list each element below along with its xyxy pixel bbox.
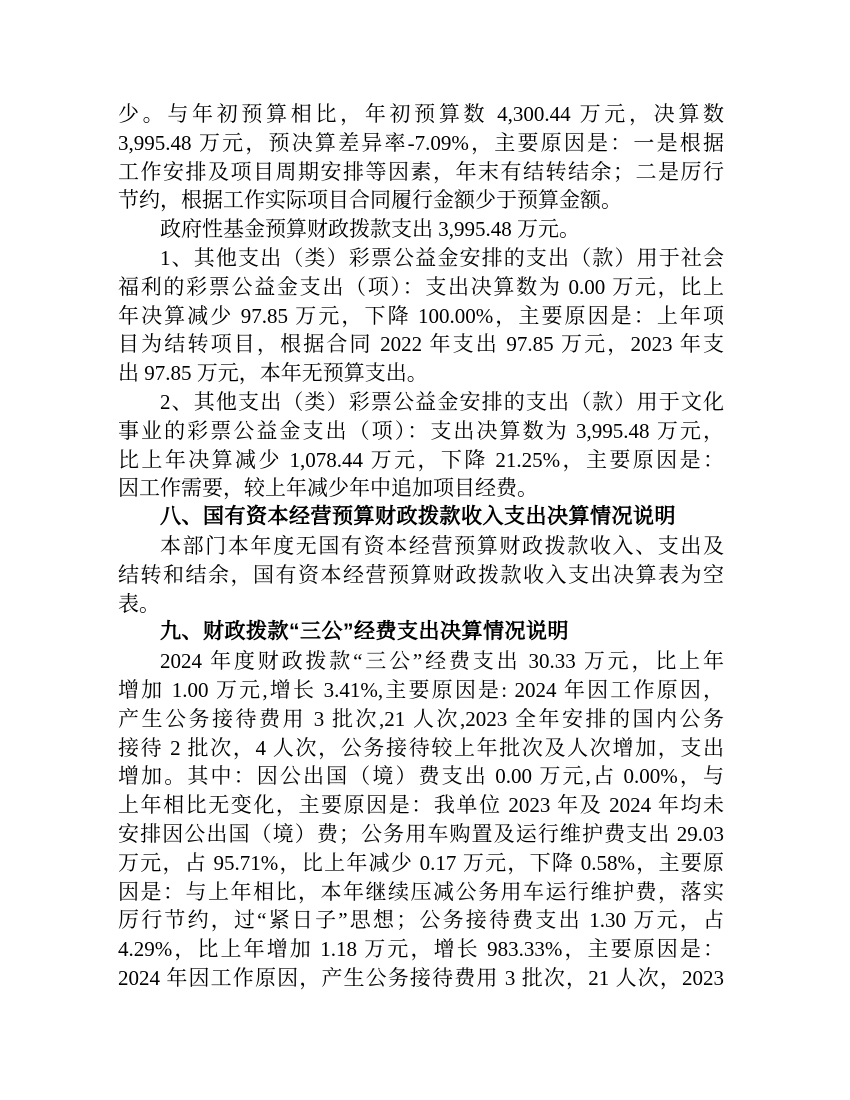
text-line: 3,995.48 万元，预决算差异率-7.09%，主要原因是：一是根据 (118, 130, 724, 155)
text-line: 安排因公出国（境）费；公务用车购置及运行维护费支出 29.03 (118, 821, 724, 846)
text-line: 少。与年初预算相比，年初预算数 4,300.44 万元，决算数 (118, 102, 724, 126)
text-line: 因工作需要，较上年减少年中追加项目经费。 (118, 476, 538, 501)
text-line: 年决算减少 97.85 万元，下降 100.00%，主要原因是：上年项 (118, 303, 724, 328)
text-line: 因是：与上年相比，本年继续压减公务用车运行维护费，落实 (118, 879, 724, 904)
text-line: 表。 (118, 591, 160, 616)
text-line: 增加。其中：因公出国（境）费支出 0.00 万元,占 0.00%，与 (118, 764, 724, 789)
text-line: 接待 2 批次，4 人次，公务接待较上年批次及人次增加，支出 (118, 735, 724, 760)
text-line: 出 97.85 万元，本年无预算支出。 (118, 361, 428, 386)
text-line: 产生公务接待费用 3 批次,21 人次,2023 全年安排的国内公务 (118, 706, 724, 731)
text-line: 厉行节约，过“紧日子”思想；公务接待费支出 1.30 万元，占 (118, 908, 724, 933)
text-line: 2024 年因工作原因，产生公务接待费用 3 批次，21 人次，2023 (118, 965, 724, 990)
section-heading: 八、国有资本经营预算财政拨款收入支出决算情况说明 (160, 505, 676, 529)
document-text-block (118, 100, 724, 993)
text-line: 工作安排及项目周期安排等因素，年末有结转结余；二是厉行 (118, 159, 724, 184)
text-line: 事业的彩票公益金支出（项）：支出决算数为 3,995.48 万元， (118, 418, 724, 443)
text-line: 上年相比无变化，主要原因是：我单位 2023 年及 2024 年均未 (118, 793, 724, 818)
section-heading: 九、财政拨款“三公”经费支出决算情况说明 (160, 620, 569, 644)
text-line: 1、其他支出（类）彩票公益金安排的支出（款）用于社会 (160, 245, 724, 270)
text-line: 结转和结余，国有资本经营预算财政拨款收入支出决算表为空 (118, 562, 724, 587)
text-line: 本部门本年度无国有资本经营预算财政拨款收入、支出及 (160, 533, 724, 558)
text-line: 2、其他支出（类）彩票公益金安排的支出（款）用于文化 (160, 389, 724, 414)
text-line: 目为结转项目，根据合同 2022 年支出 97.85 万元，2023 年支 (118, 332, 724, 357)
text-line: 比上年决算减少 1,078.44 万元，下降 21.25%，主要原因是： (118, 447, 724, 472)
text-line: 4.29%，比上年增加 1.18 万元，增长 983.33%，主要原因是： (118, 937, 724, 962)
text-line: 政府性基金预算财政拨款支出 3,995.48 万元。 (160, 217, 580, 242)
text-line: 万元，占 95.71%，比上年减少 0.17 万元，下降 0.58%，主要原 (118, 850, 724, 875)
text-line: 节约，根据工作实际项目合同履行金额少于预算金额。 (118, 188, 622, 213)
text-line: 福利的彩票公益金支出（项）：支出决算数为 0.00 万元，比上 (118, 274, 724, 299)
text-line: 2024 年度财政拨款“三公”经费支出 30.33 万元，比上年 (160, 649, 724, 674)
text-line: 增加 1.00 万元,增长 3.41%,主要原因是: 2024 年因工作原因， (118, 677, 724, 702)
